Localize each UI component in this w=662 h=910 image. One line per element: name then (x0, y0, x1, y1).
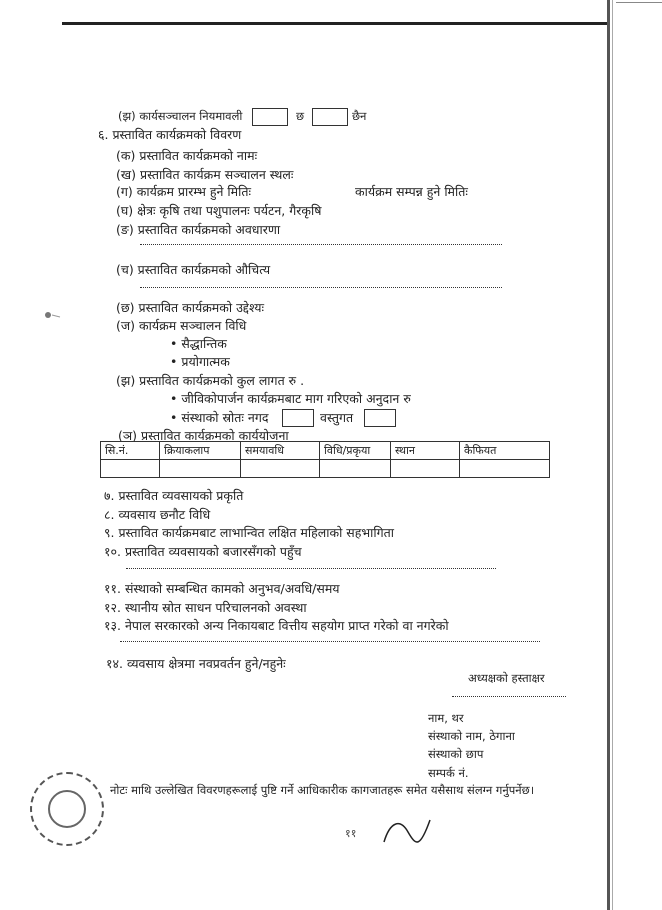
page-edge-corner (616, 2, 662, 3)
concept-answer-line[interactable] (140, 244, 502, 245)
signature-line[interactable] (452, 696, 566, 697)
total-cost-label: (झ) प्रस्तावित कार्यक्रमको कुल लागत रु . (116, 373, 305, 388)
page-number: ११ (345, 827, 357, 840)
official-stamp-emblem (48, 790, 86, 828)
section-6-heading: ६. प्रस्तावित कार्यक्रमको विवरण (98, 127, 242, 142)
section-11-label: ११. संस्थाको सम्बन्धित कामको अनुभव/अवधि/समय (104, 581, 340, 596)
table-cell[interactable] (241, 460, 320, 478)
own-source-cash-label: • संस्थाको स्रोतः नगद (170, 410, 269, 426)
table-row (101, 460, 550, 478)
page-edge-shadow (612, 0, 613, 910)
program-name-label: (क) प्रस्तावित कार्यक्रमको नामः (116, 148, 258, 163)
grant-requested-label: • जीविकोपार्जन कार्यक्रमबाट माग गरिएको अनुदान रु (170, 391, 411, 407)
concept-label: (ङ) प्रस्तावित कार्यक्रमको अवधारणा (116, 222, 281, 237)
work-plan-table (100, 441, 550, 478)
col-activity: क्रियाकलाप (160, 442, 241, 460)
table-cell[interactable] (101, 460, 160, 478)
section-8-label: ८. व्यवसाय छनौट विधि (104, 507, 211, 522)
section-7-label: ७. प्रस्तावित व्यवसायको प्रकृति (104, 488, 244, 503)
col-remarks: कैफियत (460, 442, 550, 460)
support-answer-line[interactable] (120, 641, 540, 642)
note-text: नोटः माथि उल्लेखित विवरणहरूलाई पुष्टि गर्ने आधिकारीक कागजातहरू समेत यसैसाथ संलग्न गर्नुपर्नेछ। (110, 783, 535, 797)
col-serial: सि.नं. (101, 442, 160, 460)
org-name-label: संस्थाको नाम, ठेगाना (428, 729, 515, 743)
own-source-cash-box[interactable] (282, 409, 314, 427)
contact-label: सम्पर्क नं. (428, 766, 469, 780)
rules-yes-box[interactable] (252, 108, 288, 126)
section-13-label: १३. नेपाल सरकारको अन्य निकायबाट वित्तीय सहयोग प्राप्त गरेको वा नगरेको (104, 618, 449, 633)
table-header-row (101, 442, 550, 460)
col-duration: समयावधि (241, 442, 320, 460)
own-source-kind-box[interactable] (364, 409, 396, 427)
method-practical: • प्रयोगात्मक (170, 354, 230, 370)
program-location-label: (ख) प्रस्तावित कार्यक्रम सञ्चालन स्थलः (116, 167, 294, 182)
rules-no-label: छैन (352, 109, 367, 123)
start-date-label: (ग) कार्यक्रम प्रारम्भ हुने मितिः (116, 184, 252, 199)
own-source-kind-label: वस्तुगत (320, 410, 354, 425)
punch-mark-icon (40, 305, 62, 325)
col-place: स्थान (391, 442, 460, 460)
section-10-label: १०. प्रस्तावित व्यवसायको बजारसँगको पहुँच (104, 544, 302, 559)
table-cell[interactable] (391, 460, 460, 478)
method-theoretical: • सैद्धान्तिक (170, 336, 227, 352)
end-date-label: कार्यक्रम सम्पन्न हुने मितिः (355, 184, 468, 199)
method-label: (ज) कार्यक्रम सञ्चालन विधि (116, 318, 247, 333)
justification-answer-line[interactable] (140, 287, 502, 288)
top-border-line (62, 22, 607, 25)
signature-scribble (380, 812, 440, 852)
work-plan-label: (ञ) प्रस्तावित कार्यक्रमको कार्ययोजना (118, 428, 289, 443)
section-9-label: ९. प्रस्तावित कार्यक्रमबाट लाभान्वित लक्षित महिलाको सहभागिता (104, 525, 395, 540)
chairperson-signature-label: अध्यक्षको हस्ताक्षर (468, 671, 545, 685)
rules-yes-label: छ (296, 109, 305, 123)
rules-no-box[interactable] (312, 108, 348, 126)
sector-label: (घ) क्षेत्रः कृषि तथा पशुपालनः पर्यटन, गैरकृषि (116, 203, 322, 218)
seal-label: संस्थाको छाप (428, 747, 484, 761)
table-cell[interactable] (160, 460, 241, 478)
market-answer-line[interactable] (126, 568, 496, 569)
rules-label: (झ) कार्यसञ्चालन नियमावली (118, 109, 243, 123)
justification-label: (च) प्रस्तावित कार्यक्रमको औचित्य (116, 262, 271, 277)
objective-label: (छ) प्रस्तावित कार्यक्रमको उद्देश्यः (116, 300, 265, 315)
section-12-label: १२. स्थानीय स्रोत साधन परिचालनको अवस्था (104, 600, 307, 615)
page-edge (607, 0, 610, 910)
section-14-label: १४. व्यवसाय क्षेत्रमा नवप्रवर्तन हुने/नहुनेः (106, 656, 286, 671)
col-method: विधि/प्रकृया (320, 442, 391, 460)
table-cell[interactable] (460, 460, 550, 478)
name-label: नाम, थर (428, 711, 464, 725)
table-cell[interactable] (320, 460, 391, 478)
